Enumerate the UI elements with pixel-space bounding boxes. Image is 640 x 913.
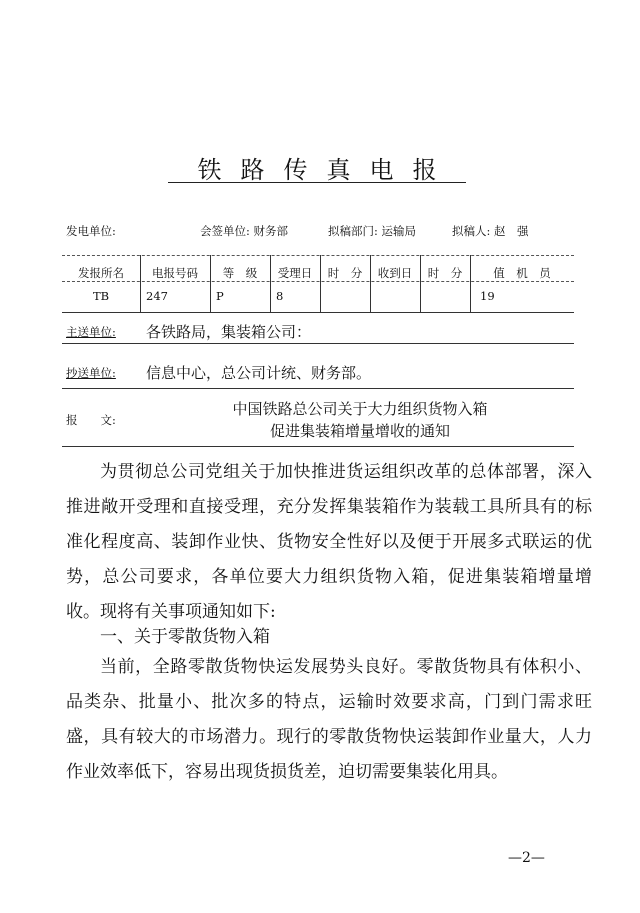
issuer-label: 发电单位:	[66, 224, 116, 238]
main-recipient-value: 各铁路局，集装箱公司：	[146, 323, 312, 341]
table-header-grade: 等 级	[222, 266, 258, 280]
table-header-received-day: 收到日	[377, 266, 413, 280]
title-underline	[168, 182, 466, 183]
table-cell-operator: 19	[480, 289, 495, 303]
table-header-telegram-no: 电报号码	[152, 266, 198, 280]
page-number: —2—	[508, 850, 545, 866]
table-divider	[420, 255, 421, 312]
table-header-operator: 值 机 员	[493, 266, 551, 280]
countersign-unit: 会签单位: 财务部	[200, 224, 289, 238]
table-divider	[270, 255, 271, 312]
message-subject	[150, 398, 570, 442]
table-cell-telegram-no: 247	[146, 289, 168, 303]
table-header-time: 时 分	[427, 266, 463, 280]
drafter: 拟稿人: 赵 强	[452, 224, 529, 238]
table-header-station: 发报所名	[78, 266, 124, 280]
table-top-border	[62, 255, 574, 256]
body-paragraph-1: 为贯彻总公司党组关于加快推进货运组织改革的总体部署，深入推进敞开受理和直接受理，充分发挥集装箱作为装载工具所具有的标准化程度高、装卸作业快、货物安全性好以及便于开展多式联运的优势，总公司要求，各单位要大力组织货物入箱，促进集装箱增量增收。现将有关事项通知如下:	[66, 462, 592, 622]
table-header-accept-day: 受理日	[277, 266, 313, 280]
table-cell-grade: P	[216, 289, 224, 303]
body-paragraph-2: 当前，全路零散货物快运发展势头良好。零散货物具有体积小、品类杂、批量小、批次多的特点，运输时效要求高，门到门需求旺盛，具有较大的市场潜力。现行的零散货物快运装卸作业量大，人力作业效率低下，容易出现货损货差，迫切需要集装化用具。	[66, 657, 592, 782]
table-bottom-border	[62, 312, 574, 313]
table-cell-accept-day: 8	[276, 289, 284, 303]
table-cell-station: TB	[92, 289, 110, 303]
cc-recipient-value: 信息中心，总公司计统、财务部。	[146, 364, 372, 382]
subject-line-2: 促进集装箱增量增收的通知	[269, 422, 450, 440]
message-label: 报 文:	[66, 413, 116, 427]
subject-rule	[62, 446, 574, 447]
table-divider	[320, 255, 321, 312]
table-divider	[470, 255, 471, 312]
document-title: 铁路传真电报	[197, 156, 456, 184]
subject-line-1: 中国铁路总公司关于大力组织货物入箱	[232, 400, 488, 418]
cc-recipient-rule	[62, 388, 574, 389]
cc-recipient-label: 抄送单位:	[66, 366, 116, 380]
table-header-border	[62, 281, 574, 282]
table-divider	[210, 255, 211, 312]
main-recipient-label: 主送单位:	[66, 325, 116, 339]
table-divider	[370, 255, 371, 312]
drafting-dept: 拟稿部门: 运输局	[328, 224, 417, 238]
main-recipient-rule	[62, 343, 574, 344]
table-header-time: 时 分	[327, 266, 363, 280]
section-heading-1: 一、关于零散货物入箱	[100, 627, 270, 647]
table-divider	[140, 255, 141, 312]
